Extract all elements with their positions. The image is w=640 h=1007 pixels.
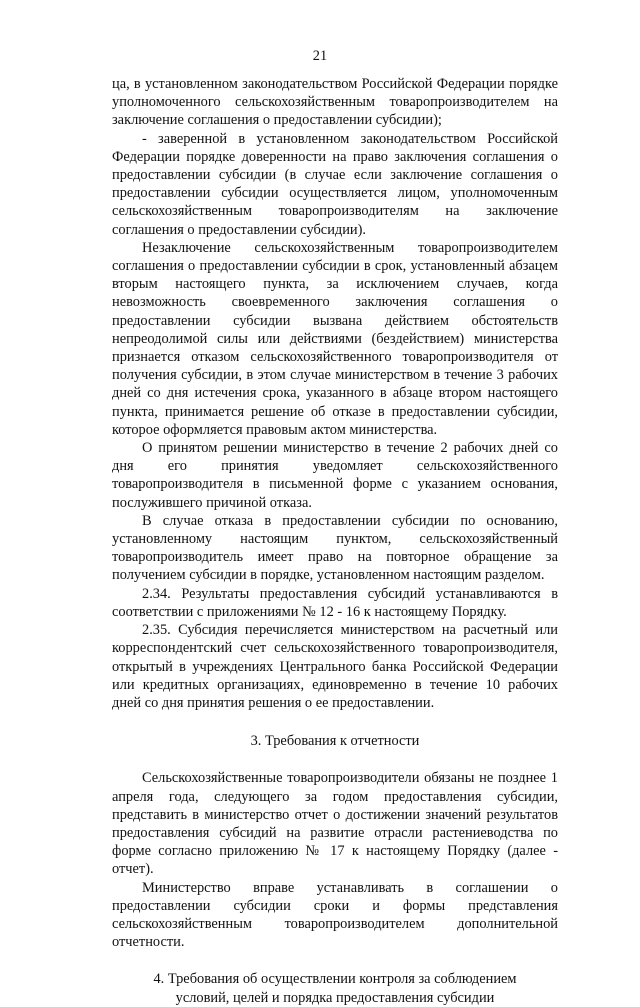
- section-heading-line: условий, целей и порядка предоставления субсидии: [175, 989, 495, 1006]
- paragraph: В случае отказа в предоставлении субсидии по основанию, установленному настоящим пунктом, сельскохозяйственный товаропроизводитель имеет право на повторное обращение за получением субсидии в порядке, установленном настоящим разделом.: [112, 512, 558, 584]
- document-body: [112, 75, 558, 1007]
- paragraph: 2.34. Результаты предоставления субсидий устанавливаются в соответствии с приложениями № 12 - 16 к настоящему Порядку.: [112, 585, 558, 620]
- section-heading-reporting: 3. Требования к отчетности: [250, 733, 420, 750]
- paragraph: Министерство вправе устанавливать в соглашении о предоставлении субсидии сроки и формы представления сельскохозяйственным товаропроизводителем дополнительной отчетности.: [112, 879, 558, 951]
- paragraph: 2.35. Субсидия перечисляется министерством на расчетный или корреспондентский счет сельскохозяйственного товаропроизводителя, открытый в учреждениях Центрального банка Российской Федерации или кредитных организациях, единовременно в течение 10 рабочих дней со дня принятия решения о ее предоставлении.: [112, 622, 558, 711]
- paragraph: - заверенной в установленном законодательством Российской Федерации порядке доверенности на право заключения соглашения о предоставлении субсидии (в случае если заключение соглашения о предоставлении субсидии осуществляется лицом, уполномоченным сельскохозяйственным товаропроизводителям на заключение соглашения о предоставлении субсидии).: [112, 130, 558, 238]
- section-heading-control: [112, 970, 558, 1006]
- section-heading-line: 4. Требования об осуществлении контроля за соблюдением: [153, 971, 517, 988]
- page-number: 21: [312, 48, 328, 64]
- paragraph: Незаключение сельскохозяйственным товаропроизводителем соглашения о предоставлении субсидии в срок, установленный абзацем вторым настоящего пункта, за исключением случаев, когда невозможность своевременного заключения соглашения о предоставлении субсидии вызвана действием обстоятельств непреодолимой силы или действиями (бездействием) министерства признается отказом сельскохозяйственного товаропроизводителя от получения субсидии, в этом случае министерством в течение 3 рабочих дней со дня истечения срока, указанного в абзаце втором настоящего пункта, принимается решение об отказе в предоставлении субсидии, которое оформляется правовым актом министерства.: [112, 239, 558, 438]
- paragraph: Сельскохозяйственные товаропроизводители обязаны не позднее 1 апреля года, следующего за годом предоставления субсидии, представить в министерство отчет о достижении значений результатов предоставления субсидий на развитие отрасли растениеводства по форме согласно приложению № 17 к настоящему Порядку (далее - отчет).: [112, 770, 558, 878]
- paragraph: О принятом решении министерство в течение 2 рабочих дней со дня его принятия уведомляет сельскохозяйственного товаропроизводителя в письменной форме с указанием основания, послужившего причиной отказа.: [112, 440, 558, 511]
- paragraph: ца, в установленном законодательством Российской Федерации порядке уполномоченного сельскохозяйственным товаропроизводителем на заключение соглашения о предоставлении субсидии);: [112, 76, 558, 129]
